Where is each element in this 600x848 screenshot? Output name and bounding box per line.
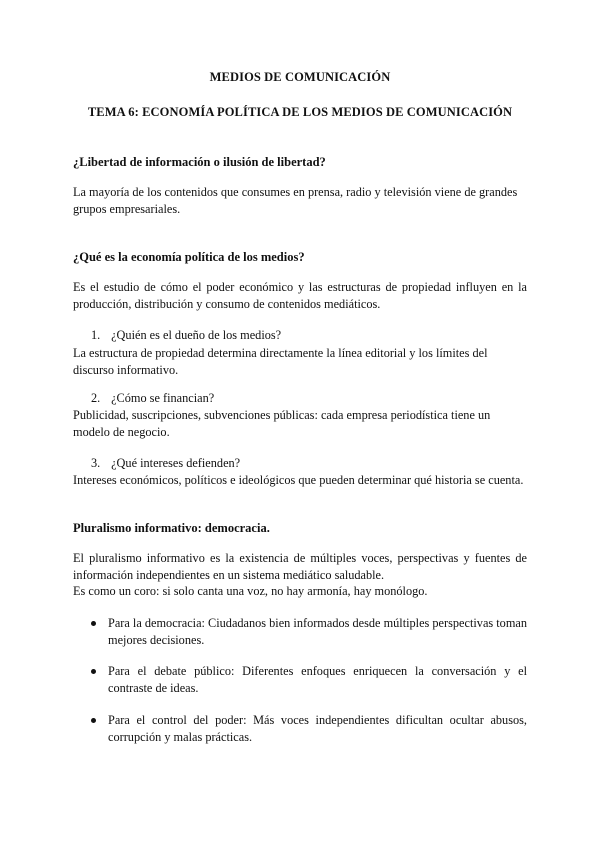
bullet-item-control-poder <box>91 712 527 746</box>
section-paragraph-pluralismo: El pluralismo informativo es la existencia de múltiples voces, perspectivas y fuentes de información independientes en un sistema mediático saludable. <box>73 551 527 582</box>
document-title: MEDIOS DE COMUNICACIÓN <box>209 70 391 84</box>
section-paragraph-pluralismo-coro: Es como un coro: si solo canta una voz, no hay armonía, hay monólogo. <box>73 584 428 598</box>
list-question: ¿Cómo se financian? <box>111 391 215 405</box>
bullet-dot-icon <box>91 718 96 723</box>
list-question: ¿Quién es el dueño de los medios? <box>111 328 282 342</box>
document-subtitle: TEMA 6: ECONOMÍA POLÍTICA DE LOS MEDIOS DE COMUNICACIÓN <box>87 105 513 119</box>
bullet-text: Para el debate público: Diferentes enfoques enriquecen la conversación y el contraste de ideas. <box>108 664 527 695</box>
list-item-question-2 <box>91 391 214 406</box>
list-answer-1: La estructura de propiedad determina directamente la línea editorial y los límites del discurso informativo. <box>73 346 488 377</box>
bullet-item-debate <box>91 663 527 697</box>
bullet-dot-icon <box>91 621 96 626</box>
list-item-question-1 <box>91 328 281 343</box>
bullet-dot-icon <box>91 669 96 674</box>
list-answer-2: Publicidad, suscripciones, subvenciones públicas: cada empresa periodística tiene un modelo de negocio. <box>73 408 491 439</box>
bullet-text: Para la democracia: Ciudadanos bien informados desde múltiples perspectivas toman mejores decisiones. <box>108 616 527 647</box>
list-number: 2. <box>91 391 101 405</box>
section-heading-economia-politica: ¿Qué es la economía política de los medios? <box>73 250 305 264</box>
list-item-question-3 <box>91 456 240 471</box>
list-number: 1. <box>91 328 101 342</box>
list-question: ¿Qué intereses defienden? <box>111 456 241 470</box>
section-paragraph-economia-politica: Es el estudio de cómo el poder económico y las estructuras de propiedad influyen en la producción, distribución y consumo de contenidos mediáticos. <box>73 280 527 311</box>
section-heading-pluralismo: Pluralismo informativo: democracia. <box>73 521 270 535</box>
list-answer-3: Intereses económicos, políticos e ideológicos que pueden determinar qué historia se cuenta. <box>73 473 524 487</box>
bullet-item-democracia <box>91 615 527 649</box>
section-heading-libertad: ¿Libertad de información o ilusión de libertad? <box>73 155 326 169</box>
section-paragraph-libertad: La mayoría de los contenidos que consumes en prensa, radio y televisión viene de grandes grupos empresariales. <box>73 185 518 216</box>
bullet-text: Para el control del poder: Más voces independientes dificultan ocultar abusos, corrupción y malas prácticas. <box>108 713 527 744</box>
list-number: 3. <box>91 456 101 470</box>
